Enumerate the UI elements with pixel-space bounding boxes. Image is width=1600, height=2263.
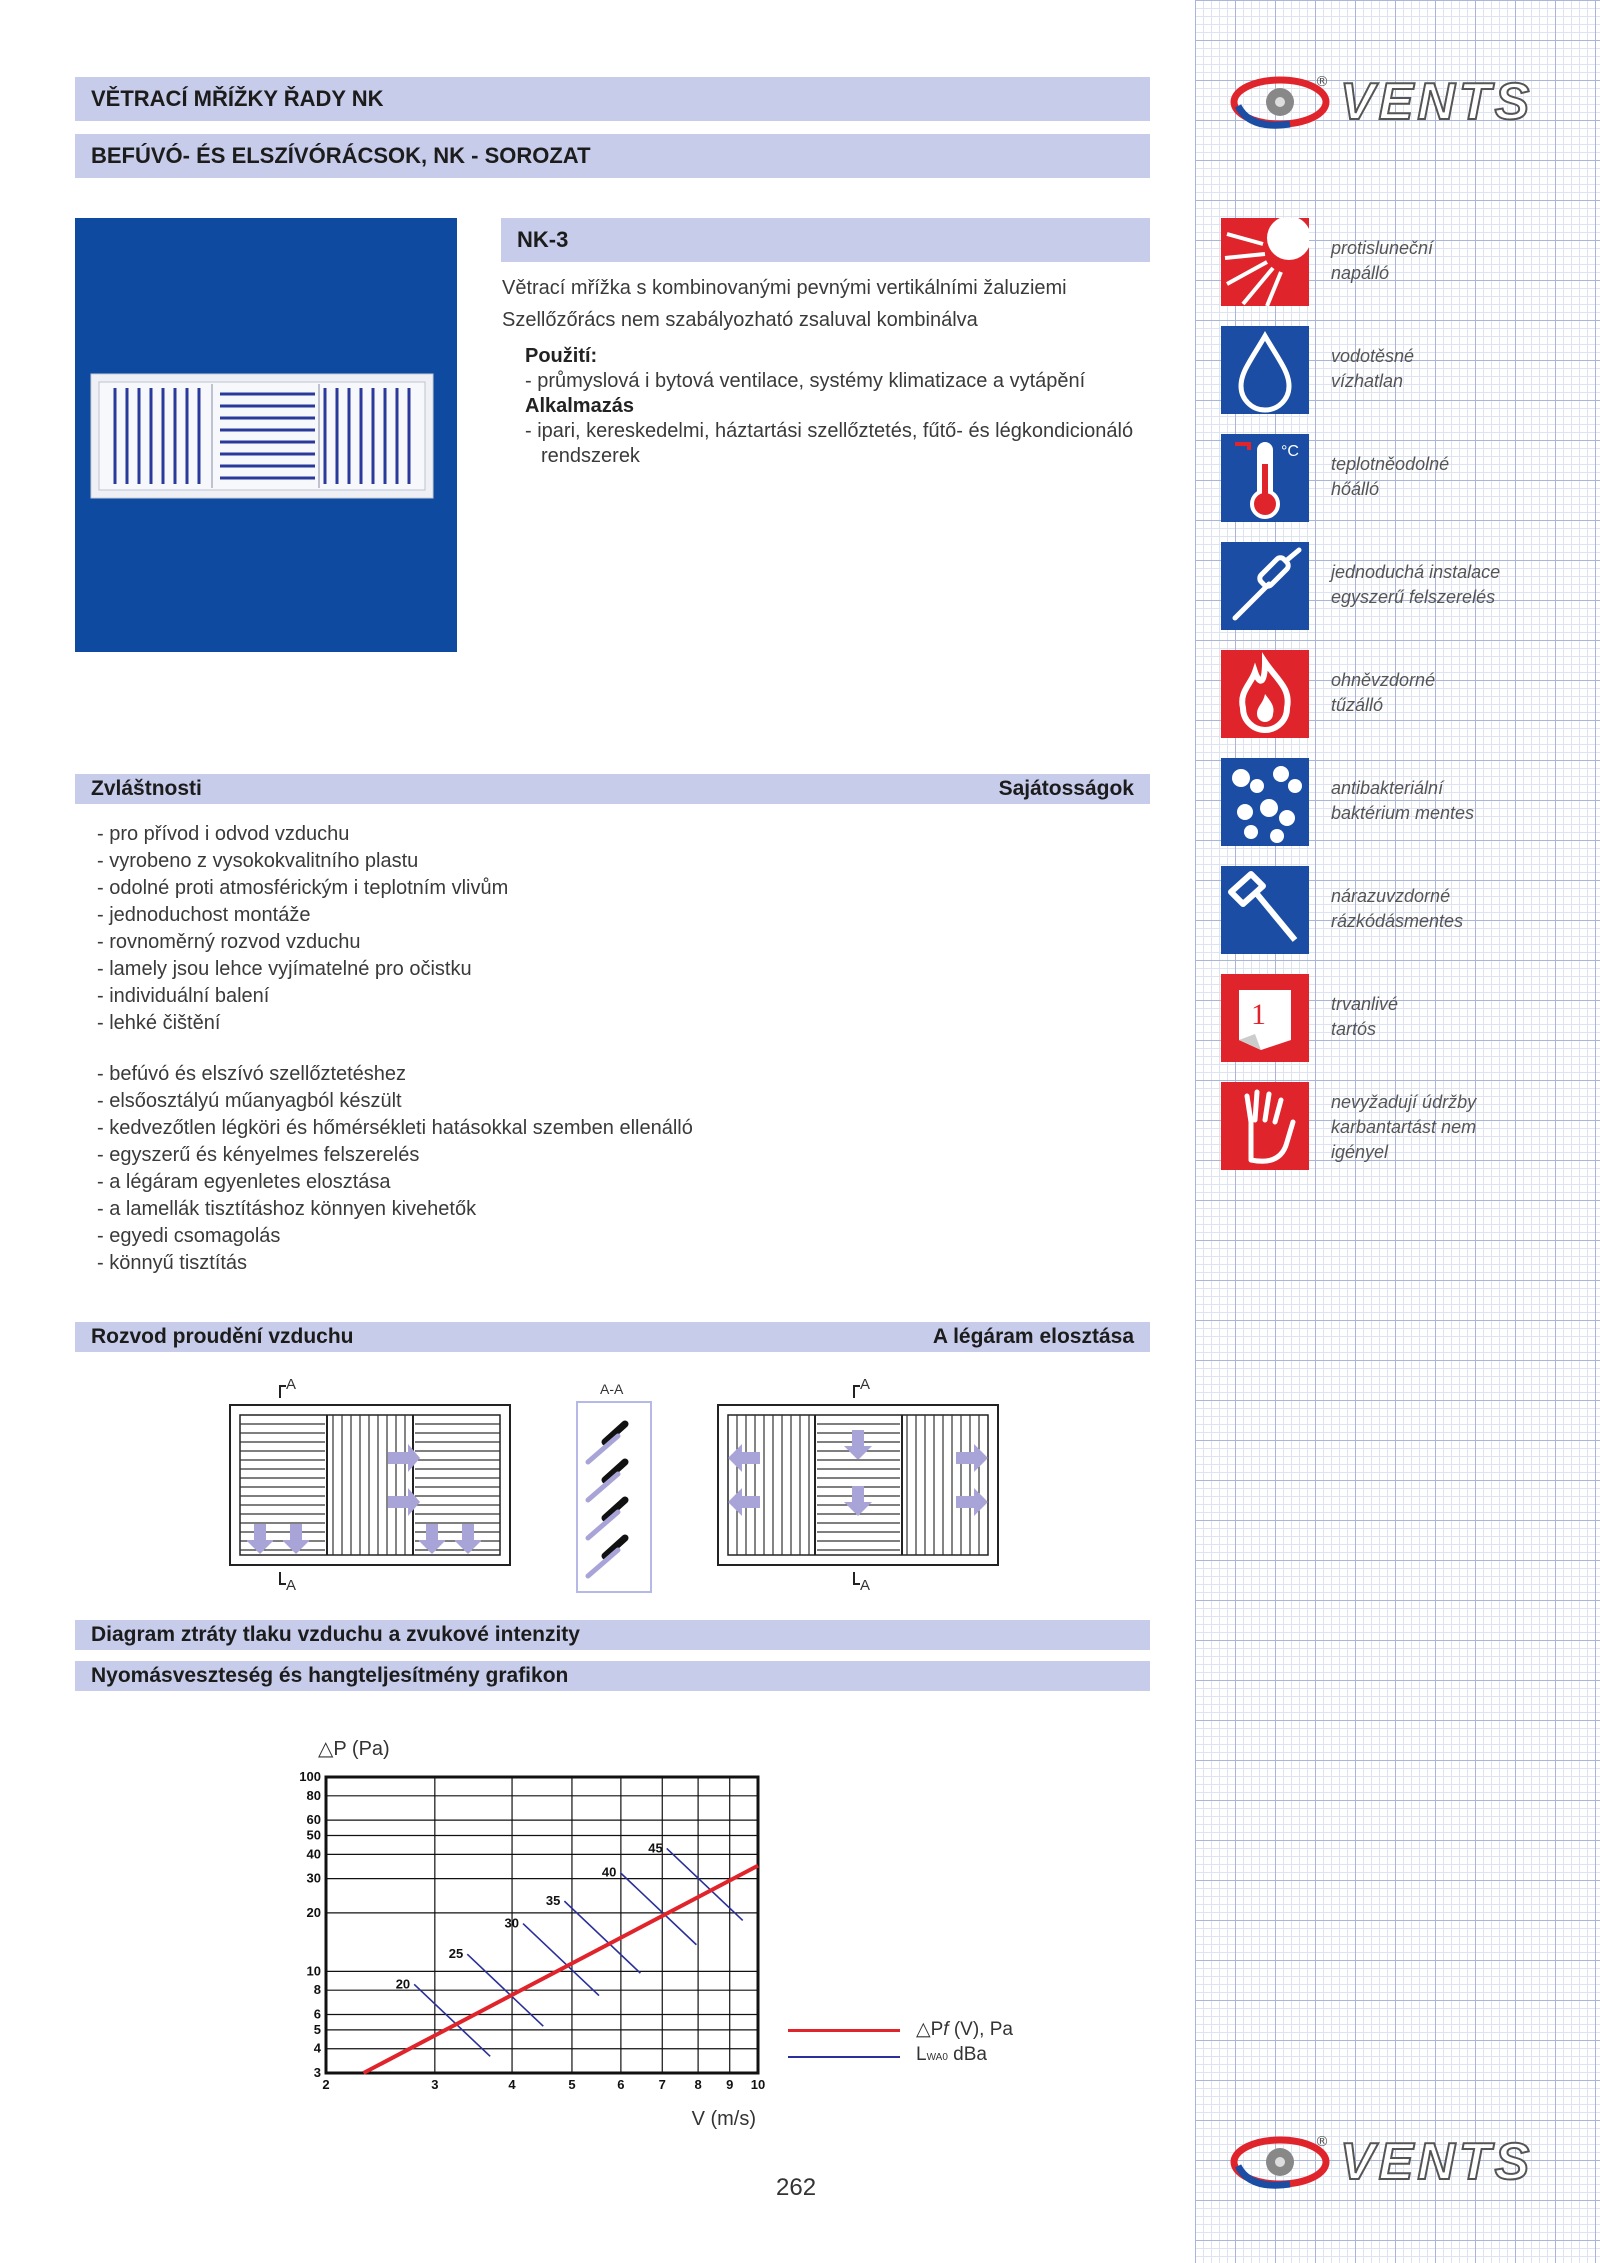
specials-list-cz <box>97 821 997 1037</box>
legend-swatch-pressure <box>788 2029 900 2032</box>
chart-legend <box>788 2018 1048 2078</box>
fire-icon <box>1221 650 1309 738</box>
brand-name: VENTS <box>1340 73 1534 131</box>
list-item: - rovnoměrný rozvod vzduchu <box>97 931 361 953</box>
y-tick-label: 5 <box>313 2021 321 2037</box>
legend-label-pressure: △Pf (V), Pa <box>916 2019 1013 2040</box>
list-item: - könnyű tisztítás <box>97 1252 248 1274</box>
pressure-series-line <box>364 1866 758 2073</box>
section-label: A-A <box>600 1381 624 1397</box>
usage-title-hu: Alkalmazás <box>525 395 634 417</box>
feature-label: vodotěsné vízhatlan <box>1331 346 1415 391</box>
list-item: - odolné proti atmosférickým i teplotním vlivům <box>97 877 509 899</box>
sound-level-label: 45 <box>648 1840 663 1856</box>
x-tick-label: 9 <box>726 2077 734 2092</box>
pressure-sound-chart <box>270 1725 830 2135</box>
vents-logo-bottom: ® VENTS <box>1230 2132 1560 2192</box>
thermometer-icon <box>1221 434 1309 522</box>
specials-bar <box>75 774 1150 804</box>
y-tick-label: 4 <box>313 2040 321 2056</box>
y-tick-label: 6 <box>313 2006 321 2022</box>
hand-icon <box>1221 1082 1309 1170</box>
calendar-icon <box>1221 974 1309 1062</box>
list-item: - a lamellák tisztításhoz könnyen kivehetők <box>97 1198 477 1220</box>
usage-block <box>525 344 1150 469</box>
diagram-bar-hu <box>75 1661 1150 1691</box>
airflow-diagram <box>220 1372 1010 1597</box>
feature-label: nevyžadují údržby karbantartást nem igényel <box>1331 1092 1477 1162</box>
page-number: 262 <box>776 2174 817 2201</box>
specials-list-hu <box>97 1061 997 1277</box>
svg-text:A: A <box>286 1376 297 1393</box>
feature-label: teplotněodolné hőálló <box>1331 454 1450 499</box>
title-bar-hu <box>75 134 1150 178</box>
x-tick-label: 5 <box>568 2077 576 2092</box>
y-tick-label: 20 <box>306 1904 321 1920</box>
list-item: - jednoduchost montáže <box>97 904 311 926</box>
specials-title-cz: Zvláštnosti <box>91 777 202 800</box>
legend-label-sound: LWA0 dBa <box>916 2044 987 2065</box>
feature-label: nárazuvzdorné rázkódásmentes <box>1331 886 1464 931</box>
grille-front-view-2 <box>718 1376 998 1594</box>
usage-title-cz: Použití: <box>525 345 598 367</box>
page-title-hu: BEFÚVÓ- ÉS ELSZÍVÓRÁCSOK, NK - SOROZAT <box>91 143 591 168</box>
x-tick-label: 4 <box>508 2077 516 2092</box>
description-hu: Szellőzőrács nem szabályozható zsaluval kombinálva <box>502 309 978 331</box>
x-tick-label: 8 <box>694 2077 702 2092</box>
feature-label: protisluneční napálló <box>1331 238 1434 283</box>
model-name: NK-3 <box>517 227 569 252</box>
list-item: - egyedi csomagolás <box>97 1225 281 1247</box>
water-drop-icon <box>1221 326 1309 414</box>
usage-cz: - průmyslová i bytová ventilace, systémy klimatizace a vytápění <box>525 370 1086 392</box>
vents-logo-top: ® VENTS <box>1230 72 1560 132</box>
x-tick-label: 2 <box>322 2077 330 2092</box>
usage-hu: - ipari, kereskedelmi, háztartási szellőztetés, fűtő- és légkondicionáló rendszerek <box>525 420 1134 467</box>
feature-label: antibakteriální baktérium mentes <box>1331 778 1475 823</box>
list-item: - individuální balení <box>97 985 270 1007</box>
screwdriver-icon <box>1221 542 1309 630</box>
list-item: - pro přívod i odvod vzduchu <box>97 823 350 845</box>
y-tick-label: 50 <box>306 1827 321 1843</box>
specials-title-hu: Sajátosságok <box>998 777 1134 800</box>
airflow-title-hu: A légáram elosztása <box>932 1325 1134 1348</box>
list-item: - egyszerű és kényelmes felszerelés <box>97 1144 420 1166</box>
y-tick-label: 8 <box>313 1982 321 1998</box>
product-description <box>502 272 1152 336</box>
page-title-cz: VĚTRACÍ MŘÍŽKY ŘADY NK <box>91 86 384 111</box>
y-tick-label: 80 <box>306 1787 321 1803</box>
diagram-title-cz: Diagram ztráty tlaku vzduchu a zvukové intenzity <box>91 1623 580 1646</box>
svg-text:°C: °C <box>1281 443 1299 460</box>
svg-text:A: A <box>860 1376 871 1393</box>
diagram-bar-cz <box>75 1620 1150 1650</box>
y-tick-label: 100 <box>299 1769 321 1784</box>
sound-level-label: 30 <box>504 1915 519 1931</box>
sound-level-label: 40 <box>601 1864 617 1880</box>
product-photo <box>75 218 457 652</box>
y-axis-label: △P (Pa) <box>318 1738 390 1760</box>
sound-level-label: 20 <box>395 1976 411 1992</box>
x-tick-label: 7 <box>658 2077 666 2092</box>
airflow-bar <box>75 1322 1150 1352</box>
list-item: - a légáram egyenletes elosztása <box>97 1171 391 1193</box>
legend-swatch-sound <box>788 2056 900 2058</box>
title-bar-cz <box>75 77 1150 121</box>
feature-label: jednoduchá instalace egyszerű felszerelés <box>1331 562 1501 607</box>
x-axis-label: V (m/s) <box>691 2108 756 2130</box>
sun-icon <box>1221 218 1309 306</box>
plot-frame <box>326 1777 758 2073</box>
feature-label: ohněvzdorné tűzálló <box>1331 670 1436 715</box>
list-item: - vyrobeno z vysokokvalitního plastu <box>97 850 419 872</box>
y-tick-label: 10 <box>306 1963 321 1979</box>
section-aa-view <box>577 1381 651 1592</box>
diagram-title-hu: Nyomásveszteség és hangteljesítmény grafikon <box>91 1664 569 1687</box>
grille-front-view-1 <box>230 1376 510 1594</box>
svg-text:A: A <box>286 1577 297 1594</box>
svg-text:A: A <box>860 1577 871 1594</box>
grille-image <box>75 218 457 652</box>
feature-label: trvanlivé tartós <box>1331 994 1399 1039</box>
list-item: - lehké čištění <box>97 1012 221 1034</box>
sound-level-label: 25 <box>448 1946 464 1962</box>
x-tick-label: 10 <box>750 2077 766 2092</box>
model-bar <box>501 218 1150 262</box>
sound-level-label: 35 <box>545 1893 561 1909</box>
list-item: - befúvó és elszívó szellőztetéshez <box>97 1063 407 1085</box>
y-tick-label: 60 <box>306 1812 321 1828</box>
svg-text:1: 1 <box>1251 998 1266 1031</box>
y-tick-label: 30 <box>306 1870 321 1886</box>
x-tick-label: 3 <box>431 2077 439 2092</box>
y-tick-label: 3 <box>313 2065 321 2080</box>
hammer-icon <box>1221 866 1309 954</box>
sound-level-line <box>414 1984 490 2056</box>
bacteria-icon <box>1221 758 1309 846</box>
list-item: - elsőosztályú műanyagból készült <box>97 1090 402 1112</box>
brand-name: VENTS <box>1340 2133 1534 2191</box>
list-item: - lamely jsou lehce vyjímatelné pro očistku <box>97 958 472 980</box>
description-cz: Větrací mřížka s kombinovanými pevnými vertikálními žaluziemi <box>502 277 1067 299</box>
airflow-title-cz: Rozvod proudění vzduchu <box>91 1325 354 1348</box>
x-tick-label: 6 <box>617 2077 625 2092</box>
y-tick-label: 40 <box>306 1846 321 1862</box>
list-item: - kedvezőtlen légköri és hőmérsékleti hatásokkal szemben ellenálló <box>97 1117 693 1139</box>
